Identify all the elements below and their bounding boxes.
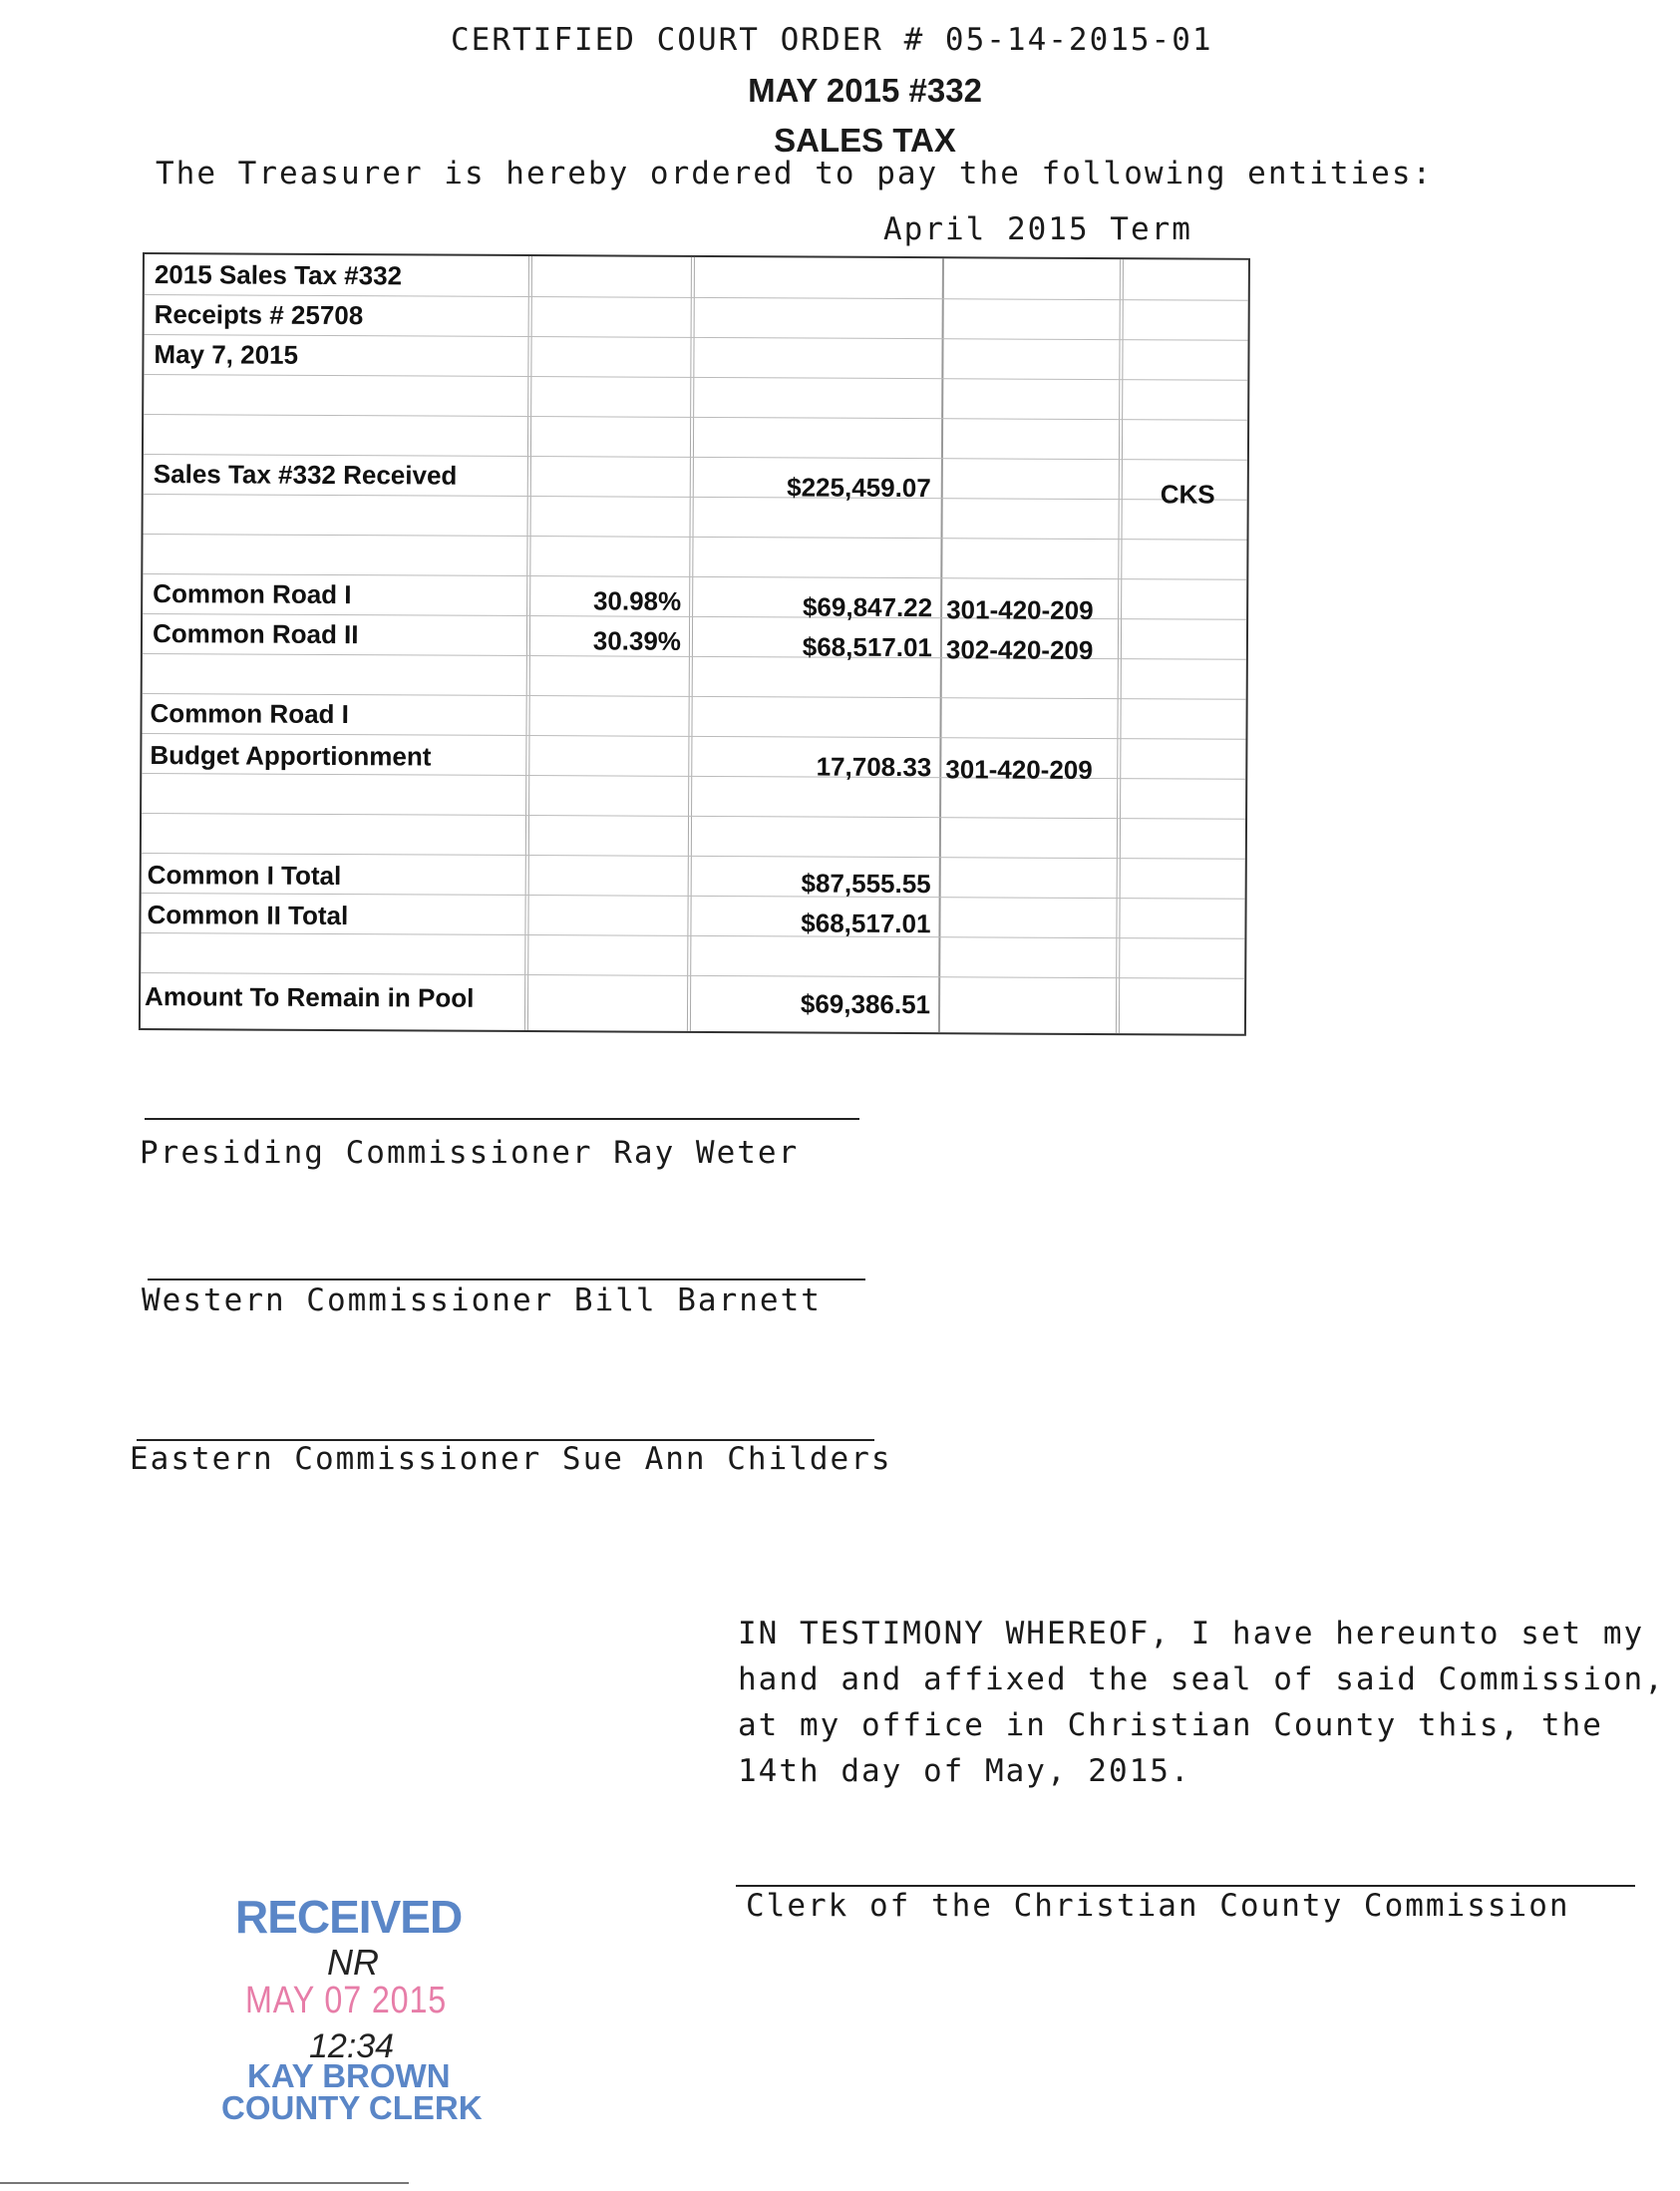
budget-label-line2: Budget Apportionment (150, 740, 432, 772)
intro-statement: The Treasurer is hereby ordered to pay the following entities: (156, 156, 1434, 191)
eastern-commissioner-label: Eastern Commissioner Sue Ann Childers (130, 1441, 892, 1477)
budget-label-line1: Common Road I (150, 698, 350, 730)
ledger-title: 2015 Sales Tax #332 (154, 259, 403, 291)
term-label: April 2015 Term (883, 211, 1192, 247)
western-commissioner-label: Western Commissioner Bill Barnett (142, 1282, 822, 1318)
clerk-signature-line (736, 1885, 1635, 1887)
stamp-received-text: RECEIVED (235, 1891, 463, 1943)
received-stamp (199, 1890, 499, 2129)
stamp-time: 12:34 (309, 2027, 395, 2065)
pool-label: Amount To Remain in Pool (145, 981, 475, 1013)
road2-account: 302-420-209 (945, 634, 1094, 665)
total1-label: Common I Total (147, 860, 342, 892)
stamp-clerk-title: COUNTY CLERK (221, 2089, 483, 2126)
document-tax-title: SALES TAX (774, 122, 956, 159)
budget-account: 301-420-209 (945, 754, 1093, 785)
budget-amount: 17,708.33 (816, 751, 932, 783)
ledger-receipts: Receipts # 25708 (154, 299, 364, 331)
road2-label: Common Road II (152, 618, 359, 650)
testimony-statement: IN TESTIMONY WHEREOF, I have hereunto set my hand and affixed the seal of said Commission, at my office in Christian County this, the 14th day of May, 2015. (738, 1616, 1665, 1789)
western-signature-line (148, 1278, 865, 1280)
received-label: Sales Tax #332 Received (153, 459, 458, 491)
total2-amount: $68,517.01 (801, 908, 931, 939)
presiding-commissioner-label: Presiding Commissioner Ray Weter (140, 1135, 800, 1171)
stamp-initials: NR (327, 1942, 379, 1983)
total2-label: Common II Total (147, 900, 349, 931)
stamp-clerk-name: KAY BROWN (247, 2057, 451, 2094)
total1-amount: $87,555.55 (801, 868, 931, 900)
road1-account: 301-420-209 (946, 594, 1094, 625)
clerk-label: Clerk of the Christian County Commission (746, 1888, 1570, 1924)
court-order-number: CERTIFIED COURT ORDER # 05-14-2015-01 (451, 22, 1213, 58)
pool-amount: $69,386.51 (800, 988, 931, 1020)
road2-amount: $68,517.01 (802, 631, 933, 663)
page-bottom-rule (0, 2182, 409, 2184)
sales-tax-ledger-table (139, 252, 1250, 1036)
presiding-signature-line (145, 1118, 859, 1120)
road1-label: Common Road I (153, 578, 352, 610)
document-month-title: MAY 2015 #332 (748, 72, 982, 109)
road2-percent: 30.39% (592, 625, 682, 656)
received-note: CKS (1160, 479, 1215, 510)
road1-amount: $69,847.22 (802, 591, 933, 623)
road1-percent: 30.98% (592, 585, 682, 616)
received-amount: $225,459.07 (787, 472, 931, 504)
ledger-date: May 7, 2015 (154, 339, 299, 370)
stamp-date: MAY 07 2015 (245, 1980, 448, 2021)
